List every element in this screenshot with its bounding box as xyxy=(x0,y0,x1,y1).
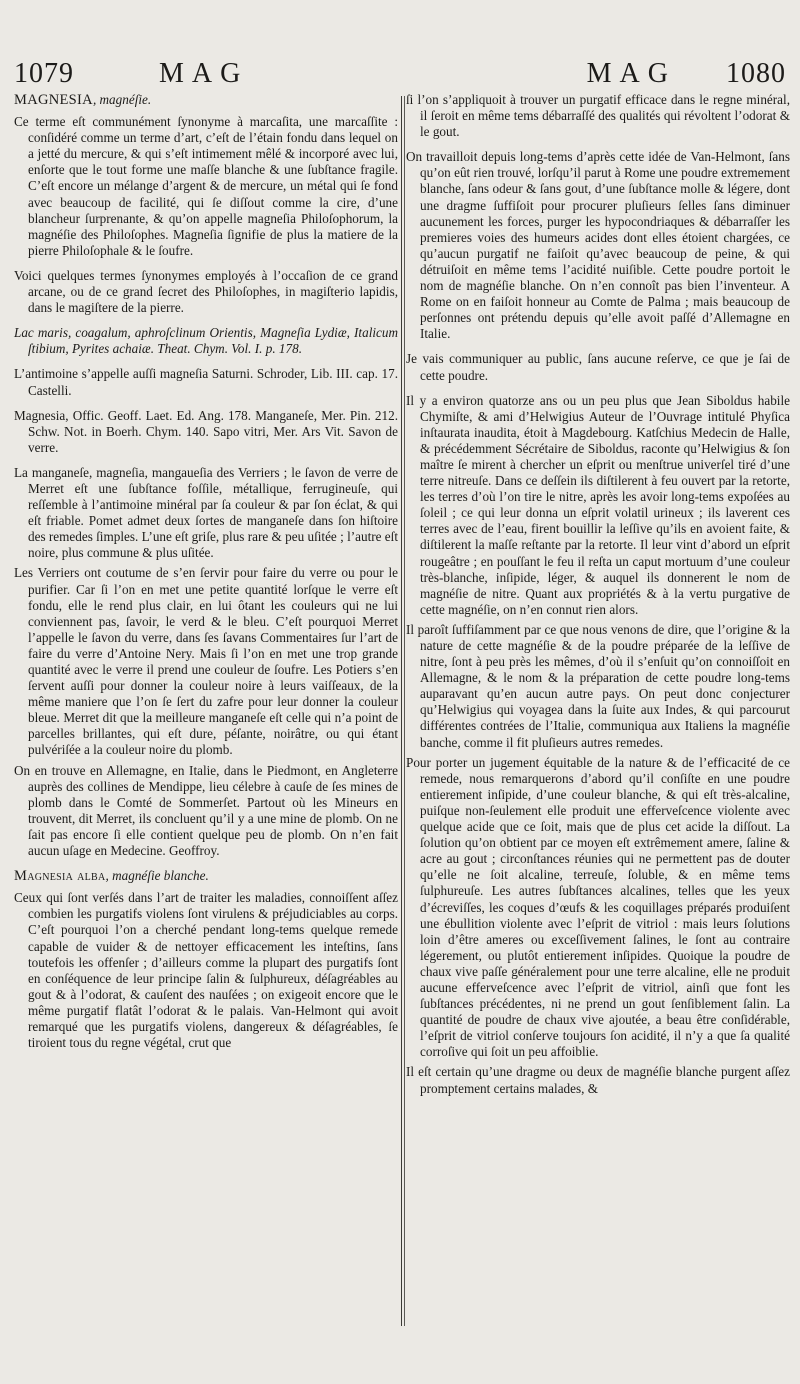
running-header xyxy=(14,58,786,94)
right-column xyxy=(406,92,790,1106)
entry-magnesia-alba-name: Magnesia alba xyxy=(14,868,106,885)
paragraph: Il y a environ quatorze ans ou un peu plus que Jean Siboldus habile Chymiſte, & ami d’Helwigius Auteur de l’Ouvrage intitulé Phyſica inſtaurata inaudita, étoit à Magdebourg. Katſchius Medecin de Halle, & précédemment Sécrétaire de Siboldus, raconte qu’Helwigius & ſon maître ſe mirent à chercher un eſprit ou menſtrue univerſel tiré d’une terre nitreuſe. Dans ce deſſein ils diſtilerent à feu ouvert par la retorte, les terres d’où l’on tire le nitre, après les avoir long-tems expoſées au ſoleil ; ce qui leur donna un eſprit volatil urineux ; ils laverent ces terres avec de l’eau, firent bouillir la leſſive qu’ils en avoient faite, & diſtilerent la maſſe reſtante par la retorte. Il leur vint d’abord un eſprit rougeâtre ; en pouſſant le feu il reſta un caput mortuum d’une couleur très-blanche, inſipide, léger, & auquel ils donnerent le nom de magnéſie de nitre. Quant aux propriétés & à la vertu purgative de cette magnéſie, on n’en connut rien alors. xyxy=(406,392,790,617)
left-page-number: 1079 xyxy=(14,58,74,89)
paragraph: Je vais communiquer au public, ſans aucune reſerve, ce que je ſai de cette poudre. xyxy=(406,351,790,383)
left-header-word: MAG xyxy=(159,58,249,89)
paragraph: Lac maris, coagalum, aphroſclinum Orientis, Magneſia Lydiæ, Italicum ſtibium, Pyrites achaiæ. Theat. Chym. Vol. I. p. 178. xyxy=(14,325,398,357)
entry-magnesia-alba-heading xyxy=(14,868,398,884)
column-rule xyxy=(401,96,402,1326)
paragraph: Il paroît ſuffiſamment par ce que nous venons de dire, que l’origine & la nature de cette magnéſie & de la poudre préparée de la leſſive de nitre, ſont à peu près les mêmes, d’où il s’enſuit qu’on connoiſſoit en Allemagne, & le nom & la préparation de cette poudre long-tems auparavant qu’en aucun autre pays. On peut donc conjecturer qu’Helwigius qui voyagea dans la ſuite aux Indes, & qui parcourut différentes contrées de l’Italie, communiqua aux Italiens la magnéſie banche, comme il fit pluſieurs autres remedes. xyxy=(406,621,790,750)
paragraph: Pour porter un jugement équitable de la nature & de l’efficacité de ce remede, nous remarquerons d’abord qu’il conſiſte en une poudre entierement inſipide, d’une couleur blanche, & qui eſt très-alcaline, puiſque non-ſeulement elle produit une effervеſcence violente avec quelque acide que ce ſoit, mais que de plus cet acide la diſſout. La ſolution qu’on obtient par ce moyen eſt extrêmement amere, ſaline & acre au gout ; circonſtances réunies qui ne permettent pas de douter qu’elle ne ſoit alcaline, terreuſe, ſoluble, & en même tems ſulphureuſe. Les autres ſubſtances alcalines, telles que les yeux d’écreviſſes, les coques d’œufs & les coquillages préparés produiſent une ébullition violente avec l’eſprit de vitriol : mais leurs ſolutions loin d’être ameres ou exceſſivement ſalines, le ſont au contraire légerement, ou plutôt entierement inſipides. Quoique la poudre de chaux vive paſſe généralement pour une terre alcaline, elle ne produit aucune effervеſcence avec l’eſprit de vitriol, ainſi que font les ſubſtances précédentes, ni ne prend un gout ſenſiblement ſalin. La quantité de poudre de chaux vive ajoutée, a beau être conſidérable, l’eſprit de vitriol conſerve toujours ſon acidité, il n’y a que ſa qualité corroſive qui ſoit un peu affoiblie. xyxy=(406,754,790,1060)
paragraph: Ce terme eſt communément ſynonyme à marcaſita, une marcaſſite : conſidéré comme un terme d’art, c’eſt de l’étain fondu dans lequel on a jetté du mercure, & qui s’eſt intimement mêlé & incorporé avec lui, enſorte que le tout forme une maſſe blanche & une ſubſtance fragile. C’eſt encore un mélange d’argent & de mercure, un métal qui ſe fond avec beaucoup de facilité, qui ſe diſſout comme la cire, d’une blancheur ſurprenante, & qu’on appelle magneſia Philoſophorum, la magnéſie des Philoſophes. Magneſia ſignifie de plus la matiere de la pierre Philoſophale & le ſoufre. xyxy=(14,114,398,258)
paragraph: On en trouve en Allemagne, en Italie, dans le Piedmont, en Angleterre auprès des collines de Mendippe, lieu célebre à cauſe de ſes mines de plomb dans le Comté de Sommerſet. Partout où les Mineurs en trouvent, dit Merret, ils concluent qu’il y a une mine de plomb. On ne ſait pas encore ſi elle contient quelque peu de plomb. On n’en fait aucun uſage en Medecine. Geoffroy. xyxy=(14,762,398,859)
paragraph: Magnesia, Offic. Geoff. Laet. Ed. Ang. 178. Manganeſe, Mer. Pin. 212. Schw. Not. in Boerh. Chym. 140. Sapo vitri, Mer. Ars Vit. Savon de verre. xyxy=(14,407,398,455)
paragraph: Il eſt certain qu’une dragme ou deux de magnéſie blanche purgent aſſez promptement certains malades, & xyxy=(406,1064,790,1096)
paragraph: On travailloit depuis long-tems d’après cette idée de Van-Helmont, ſans qu’on eût rien trouvé, lorſqu’il parut à Rome une poudre extremement blanche, ſans odeur & ſans gout, d’une ſubſtance molle & légere, dont une dragme ſuffiſoit pour procurer pluſieurs ſelles ſans diminuer aucunement les forces, purger les hypocondriaques & débarraſſer les premieres voies des humeurs acides dont elles étoient chargées, ce qu’aucun purgatif ne faiſoit qu’avec beaucoup de peine, & qui détruiſoit en même tems l’acidité nuiſible. Cette poudre portoit le nom de magnéſie blanche. On n’en connoît pas bien l’inventeur. A Rome on en faiſoit honneur au Comte de Palma ; mais beaucoup de perſonnes ont prétendu depuis qu’elle avoit paſſé d’Allemagne en Italie. xyxy=(406,149,790,342)
entry-magnesia-alba-gloss: , magnéſie blanche. xyxy=(105,868,209,884)
right-header-word: MAG xyxy=(586,58,676,89)
paragraph: Ceux qui ſont verſés dans l’art de traiter les maladies, connoiſſent aſſez combien les purgatifs violens ſont virulens & préjudiciables au corps. C’eſt pourquoi l’on a cherché pendant long-tems quelque remede capable de vuider & de nettoyer efficacement les inteſtins, ſans toutefois les offenſer ; d’ailleurs comme la plupart des purgatifs ſont en conſéquence de leur principe ſalin & ſulphureux, déſagréables au gout & à l’odorat, & cauſent des nauſées ; on exigeoit encore que le même purgatif flatât l’odorat & le palais. Van-Helmont qui avoit remarqué que les purgatifs violens, dangereux & déſagréables, ſe tiroient tous du regne végétal, crut que xyxy=(14,890,398,1051)
column-rule-inner xyxy=(404,96,405,1326)
right-page-number: 1080 xyxy=(726,58,786,89)
paragraph: ſi l’on s’appliquoit à trouver un purgatif efficace dans le regne minéral, il ſeroit en même tems débarraſſé des qualités qui révoltent l’odorat & le gout. xyxy=(406,92,790,140)
entry-magnesia-name: MAGNESIA xyxy=(14,92,93,108)
paragraph: Les Verriers ont coutume de s’en ſervir pour faire du verre ou pour le purifier. Car ſi l’on en met une petite quantité lorſque le verre eſt fondu, elle le rend plus clair, en lui ôtant les couleurs qui ne lui conviennent pas, ſavoir, le verd & le bleu. C’eſt pourquoi Merret l’appelle le ſavon du verre, dans ſes ſavans Commentaires ſur l’art de faire du verre d’Antoine Nery. Mais ſi l’on en met une trop grande quantité avec le verre il prend une couleur de ſoufre. Les Potiers s’en ſervent auſſi pour donner la couleur noire à leurs vaiſſeaux, de la même maniere que l’on ſe ſert du zafre pour leur donner la couleur bleue. Merret dit que la meilleure manganeſe eſt celle qui n’a point de parcelles brillantes, qui eſt dure, péſante, noirâtre, ou qui étant pulvériſée a la couleur noire du plomb. xyxy=(14,565,398,758)
paragraph: Voici quelques termes ſynonymes employés à l’occaſion de ce grand arcane, ou de ce grand ſecret des Philoſophes, in magiſterio lapidis, dans le magiſtere de la pierre. xyxy=(14,267,398,316)
paragraph: La manganeſe, magneſia, mangaueſia des Verriers ; le ſavon de verre de Merret eſt une ſubſtance foſſile, métallique, ferrugineuſe, qui reſſemble à l’antimoine minéral par ſa couleur & par ſon éclat, & qui eſt friable. Pomet admet deux ſortes de manganeſe dans ſon hiſtoire des remedes ſimples. L’une eſt griſe, plus rare & peu uſitée ; l’autre eſt noire, plus commune & plus uſitée. xyxy=(14,464,398,561)
paragraph: L’antimoine s’appelle auſſi magneſia Saturni. Schroder, Lib. III. cap. 17. Castelli. xyxy=(14,366,398,398)
entry-magnesia-gloss: , magnéſie. xyxy=(92,92,152,107)
entry-magnesia-heading xyxy=(14,92,398,108)
left-column xyxy=(14,92,398,1060)
